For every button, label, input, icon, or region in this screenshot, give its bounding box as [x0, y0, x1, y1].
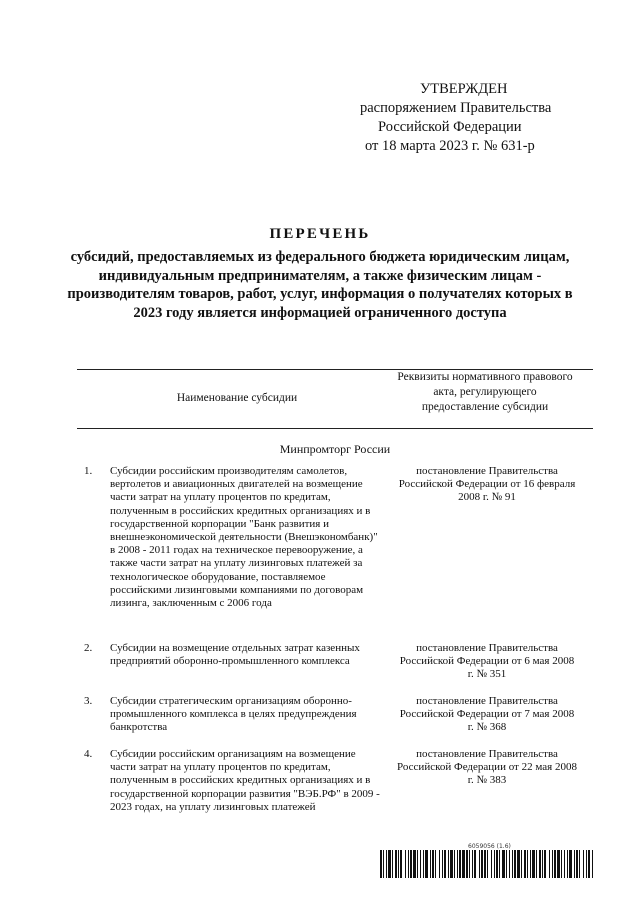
row-number: 4. — [84, 748, 93, 760]
approval-date-number: от 18 марта 2023 г. № 631-р — [365, 138, 535, 154]
approval-line-3: Российской Федерации — [378, 119, 522, 135]
row-number: 1. — [84, 465, 93, 477]
approval-line-2: распоряжением Правительства — [360, 100, 552, 116]
row-subsidy-name: Субсидии российским организациям на возмещение части затрат на уплату процентов по кредитам, полученным в российских кредитных организациях и в государственной корпорации развития "ВЭБ.РФ" в 2009 - 2023 годах, на уплату лизинговых платежей — [110, 748, 380, 813]
row-number: 3. — [84, 695, 93, 707]
barcode-caption: 6059056 (1.6) — [468, 843, 511, 850]
table-header-rule — [77, 428, 593, 429]
document-subtitle: субсидий, предоставляемых из федерального бюджета юридическим лицам, индивидуальным предпринимателям, а также физическим лицам - производителям товаров, работ, услуг, информация о получателях которых в 2023 году является информацией ограниченного доступа — [67, 249, 573, 321]
column-header-subsidy-name: Наименование субсидии — [176, 392, 298, 404]
row-legal-act: постановление Правительства Российской Федерации от 22 мая 2008 г. № 383 — [397, 748, 577, 787]
document-title: ПЕРЕЧЕНЬ — [269, 226, 371, 242]
barcode-image — [380, 850, 596, 878]
row-legal-act: постановление Правительства Российской Федерации от 16 февраля 2008 г. № 91 — [398, 465, 576, 504]
column-header-legal-act: Реквизиты нормативного правового акта, регулирующего предоставление субсидии — [397, 371, 573, 413]
row-subsidy-name: Субсидии стратегическим организациям оборонно-промышленного комплекса в целях предупреждения банкротства — [110, 695, 357, 734]
row-number: 2. — [84, 642, 93, 654]
section-heading: Минпромторг России — [279, 442, 391, 456]
row-legal-act: постановление Правительства Российской Федерации от 6 мая 2008 г. № 351 — [399, 642, 575, 681]
row-legal-act: постановление Правительства Российской Федерации от 7 мая 2008 г. № 368 — [399, 695, 575, 734]
row-subsidy-name: Субсидии российским производителям самолетов, вертолетов и авиационных двигателей на возмещение части затрат на уплату процентов по кредитам, полученным в российских кредитных организациях и в государственной корпорации "Банк развития и внешнеэкономической деятельности (Внешэкономбанк)" в 2008 - 2011 годах на техническое перевооружение, а также части затрат на уплату лизинговых платежей за технологическое оборудование, поставляемое российскими лизинговыми компаниями по договорам лизинга, заключенным с 2006 года — [110, 465, 378, 610]
approval-heading: УТВЕРЖДЕН — [420, 81, 508, 97]
row-subsidy-name: Субсидии на возмещение отдельных затрат казенных предприятий оборонно-промышленного комплекса — [110, 642, 360, 668]
